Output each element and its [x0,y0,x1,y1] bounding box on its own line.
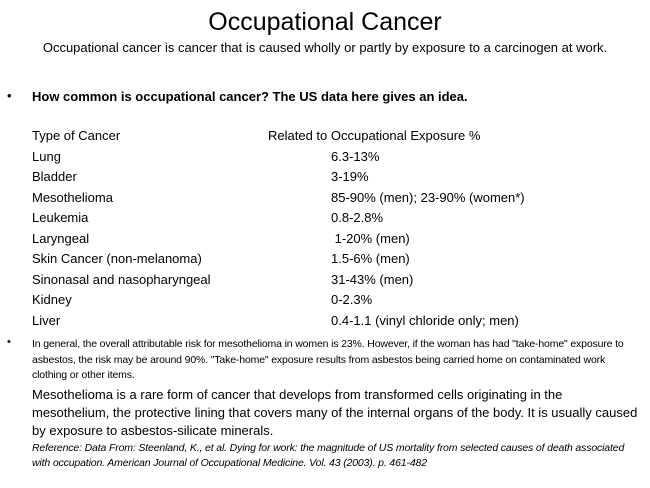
table-row [32,188,632,209]
exposure-cell: 1-20% (men) [331,230,410,246]
table-row [32,270,632,291]
cancer-type-cell: Lung [32,148,61,164]
mesothelioma-definition: Mesothelioma is a rare form of cancer that develops from transformed cells originating in the mesothelium, the protective lining that covers many of the internal organs of the body. It is usually caused by exposure to asbestos-silicate minerals. [32,387,638,438]
exposure-cell: 85-90% (men); 23-90% (women*) [331,189,525,205]
cancer-type-cell: Leukemia [32,210,89,225]
cancer-type-cell: Sinonasal and nasopharyngeal [32,271,211,287]
table-row [32,147,632,168]
cancer-type-cell: Mesothelioma [32,189,113,205]
bullet-marker: • [7,88,12,103]
exposure-cell: 31-43% (men) [331,271,414,287]
table-row [32,249,632,270]
column-header-exposure: Related to Occupational Exposure % [268,128,481,143]
page-title: Occupational Cancer [208,8,442,36]
cancer-type-cell: Bladder [32,169,77,184]
cancer-type-cell: Liver [32,312,61,328]
exposure-cell: 6.3-13% [331,148,380,164]
question-heading: How common is occupational cancer? The US data here gives an idea. [32,89,468,104]
exposure-cell: 0.4-1.1 (vinyl chloride only; men) [331,312,519,328]
table-header-row [32,126,632,147]
exposure-cell: 1.5-6% (men) [331,251,410,266]
table-row [32,290,632,311]
cancer-type-cell: Kidney [32,292,72,307]
cancer-type-cell: Laryngeal [32,230,90,246]
reference-citation: Reference: Data From: Steenland, K., et al. Dying for work: the magnitude of US mortality from selected causes of death associated with occupation. American Journal of Occupational Medicine. Vol. 43 (2003). p. 461-482 [32,442,625,469]
cancer-type-cell: Skin Cancer (non-melanoma) [32,251,202,266]
exposure-cell: 3-19% [331,169,369,184]
table-row [32,167,632,188]
table-row [32,311,632,332]
page-subtitle: Occupational cancer is cancer that is caused wholly or partly by exposure to a carcinogen at work. [42,40,608,55]
cancer-exposure-table [32,126,632,331]
mesothelioma-women-note: In general, the overall attributable risk for mesothelioma in women is 23%. However, if the woman has had "take-home" exposure to asbestos, the risk may be around 90%. "Take-home" exposure results from asbestos being carried home on contaminated work clothing or other items. [32,338,624,381]
exposure-cell: 0-2.3% [331,292,373,307]
table-row [32,208,632,229]
exposure-cell: 0.8-2.8% [331,210,384,225]
bullet-marker: • [7,336,11,348]
table-row [32,229,632,250]
column-header-type: Type of Cancer [32,128,121,143]
